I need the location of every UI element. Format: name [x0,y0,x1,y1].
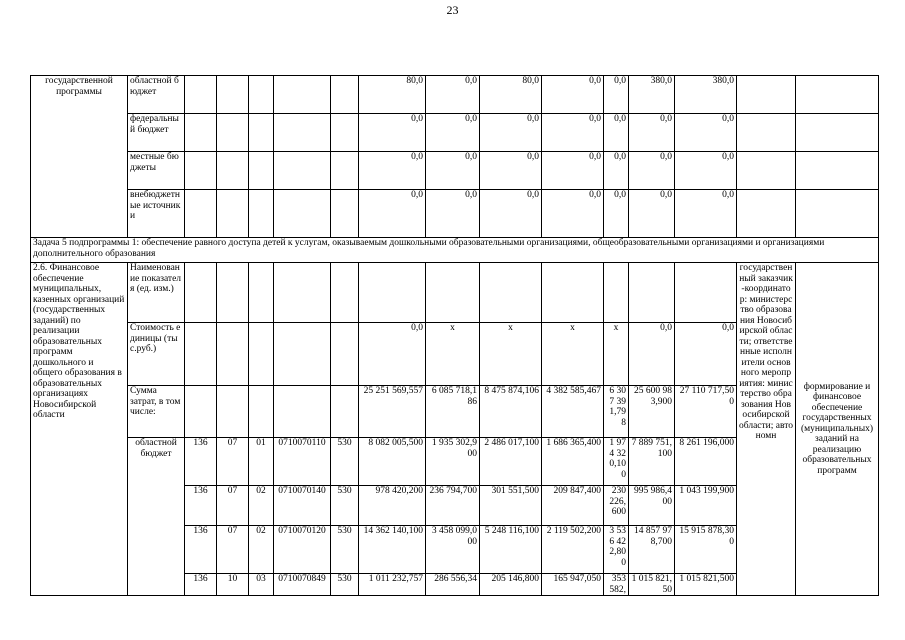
pr-cell: 01 [249,438,274,486]
empty-cell [331,323,359,386]
budget-value-cell: 1 974 320,100 [604,438,629,486]
budget-value-cell: 8 082 005,500 [359,438,426,486]
value-cell: 0,0 [542,114,604,152]
empty-cell [331,386,359,438]
unit-cost-value-cell: x [604,323,629,386]
empty-cell [274,152,331,190]
csr-cell: 0710070849 [274,574,331,596]
budget-value-cell: 1 935 302,900 [426,438,480,486]
budget-value-cell: 3 458 099,000 [426,526,480,574]
empty-cell [249,323,274,386]
funding-source-cell: внебюджетные источники [128,190,185,238]
budget-value-cell: 1 686 365,400 [542,438,604,486]
value-cell: 0,0 [675,114,737,152]
rz-cell: 07 [217,438,249,486]
empty-cell [217,386,249,438]
empty-cell [249,114,274,152]
page-number: 23 [446,3,459,17]
unit-cost-label-cell: Стоимость единицы (тыс.руб.) [128,323,185,386]
value-cell: 0,0 [675,190,737,238]
empty-cell [274,263,331,323]
unit-cost-value-cell: 0,0 [675,323,737,386]
csr-cell: 0710070140 [274,486,331,526]
value-cell: 0,0 [675,152,737,190]
value-cell: 0,0 [604,190,629,238]
table-row [31,152,879,190]
empty-cell [331,152,359,190]
total-value-cell: 4 382 585,467 [542,386,604,438]
budget-value-cell: 995 986,400 [629,486,675,526]
empty-cell [737,114,796,152]
empty-cell [185,263,217,323]
empty-cell [629,263,675,323]
total-value-cell: 25 251 569,557 [359,386,426,438]
budget-label-cell: областной бюджет [128,438,185,596]
table-row [31,238,879,263]
empty-cell [217,190,249,238]
value-cell: 0,0 [426,190,480,238]
empty-cell [185,323,217,386]
task-heading: Задача 5 подпрограммы 1: обеспечение равного доступа детей к услугам, оказываемым дошкольными образовательными организациями, общеобразовательными организациями и организациями дополнительного образования [31,238,879,263]
funding-source-cell: федеральный бюджет [128,114,185,152]
total-value-cell: 6 307 391,798 [604,386,629,438]
funding-source-cell: местные бюджеты [128,152,185,190]
unit-cost-value-cell: 0,0 [359,323,426,386]
total-label-cell: Сумма затрат, в том числе: [128,386,185,438]
total-value-cell: 27 110 717,500 [675,386,737,438]
budget-value-cell: 15 915 878,300 [675,526,737,574]
budget-value-cell: 353 582, [604,574,629,596]
value-cell: 0,0 [359,190,426,238]
vr-cell: 530 [331,438,359,486]
funding-source-cell: областной бюджет [128,76,185,114]
value-cell: 0,0 [480,190,542,238]
empty-cell [274,323,331,386]
value-cell: 0,0 [629,190,675,238]
empty-cell [737,152,796,190]
empty-cell [249,190,274,238]
budget-value-cell: 1 043 199,900 [675,486,737,526]
empty-cell [185,152,217,190]
value-cell: 0,0 [480,152,542,190]
budget-value-cell: 286 556,34 [426,574,480,596]
value-cell: 0,0 [542,152,604,190]
budget-value-cell: 14 857 978,700 [629,526,675,574]
budget-value-cell: 236 794,700 [426,486,480,526]
empty-cell [249,76,274,114]
value-cell: 0,0 [426,76,480,114]
budget-value-cell: 3 536 422,800 [604,526,629,574]
csr-cell: 0710070110 [274,438,331,486]
empty-cell [217,76,249,114]
result-cell: формирование и финансовое обеспечение государственных (муниципальных) заданий на реализацию образовательных программ [796,263,879,596]
grbs-cell: 136 [185,526,217,574]
table-row [31,114,879,152]
budget-value-cell: 978 420,200 [359,486,426,526]
rz-cell: 07 [217,486,249,526]
value-cell: 0,0 [604,76,629,114]
empty-cell [796,152,879,190]
empty-cell [249,263,274,323]
empty-cell [185,76,217,114]
value-cell: 0,0 [480,114,542,152]
empty-cell [604,263,629,323]
csr-cell: 0710070120 [274,526,331,574]
rz-cell: 10 [217,574,249,596]
empty-cell [737,76,796,114]
empty-cell [426,263,480,323]
program-table [30,75,879,596]
empty-cell [185,114,217,152]
empty-cell [274,114,331,152]
empty-cell [217,263,249,323]
budget-value-cell: 2 486 017,100 [480,438,542,486]
table-row [31,263,879,323]
budget-value-cell: 205 146,800 [480,574,542,596]
value-cell: 0,0 [604,114,629,152]
value-cell: 80,0 [480,76,542,114]
budget-value-cell: 2 119 502,200 [542,526,604,574]
value-cell: 0,0 [629,152,675,190]
empty-cell [796,76,879,114]
budget-value-cell: 1 015 821,500 [675,574,737,596]
program-label-cell: государственной программы [31,76,128,238]
value-cell: 0,0 [542,76,604,114]
empty-cell [359,263,426,323]
vr-cell: 530 [331,574,359,596]
empty-cell [331,263,359,323]
empty-cell [249,386,274,438]
value-cell: 0,0 [542,190,604,238]
budget-value-cell: 301 551,500 [480,486,542,526]
empty-cell [796,190,879,238]
unit-cost-value-cell: x [542,323,604,386]
empty-cell [217,152,249,190]
value-cell: 0,0 [629,114,675,152]
table-row [31,76,879,114]
vr-cell: 530 [331,526,359,574]
value-cell: 0,0 [604,152,629,190]
budget-value-cell: 8 261 196,000 [675,438,737,486]
empty-cell [796,114,879,152]
indicator-label-cell: Наименование показателя (ед. изм.) [128,263,185,323]
empty-cell [542,263,604,323]
rz-cell: 07 [217,526,249,574]
total-value-cell: 8 475 874,106 [480,386,542,438]
empty-cell [217,114,249,152]
pr-cell: 02 [249,526,274,574]
budget-value-cell: 209 847,400 [542,486,604,526]
vr-cell: 530 [331,486,359,526]
executor-cell: государственный заказчик-координатор: министерство образования Новосибирской области; ответственные исполнители основного мероприятия: министерство образования Новосибирской области; автономн [737,263,796,596]
budget-value-cell: 5 248 116,100 [480,526,542,574]
value-cell: 380,0 [675,76,737,114]
unit-cost-value-cell: x [480,323,542,386]
empty-cell [331,76,359,114]
value-cell: 80,0 [359,76,426,114]
budget-value-cell: 165 947,050 [542,574,604,596]
grbs-cell: 136 [185,486,217,526]
empty-cell [737,190,796,238]
pr-cell: 03 [249,574,274,596]
total-value-cell: 25 600 983,900 [629,386,675,438]
budget-value-cell: 1 011 232,757 [359,574,426,596]
empty-cell [185,190,217,238]
budget-value-cell: 14 362 140,100 [359,526,426,574]
empty-cell [274,386,331,438]
budget-value-cell: 7 889 751,100 [629,438,675,486]
empty-cell [217,323,249,386]
empty-cell [331,114,359,152]
value-cell: 0,0 [359,114,426,152]
pr-cell: 02 [249,486,274,526]
value-cell: 0,0 [359,152,426,190]
empty-cell [331,190,359,238]
empty-cell [249,152,274,190]
grbs-cell: 136 [185,438,217,486]
budget-value-cell: 230 226,600 [604,486,629,526]
total-value-cell: 6 085 718,186 [426,386,480,438]
empty-cell [480,263,542,323]
empty-cell [274,190,331,238]
budget-value-cell: 1 015 821,50 [629,574,675,596]
empty-cell [185,386,217,438]
table-row [31,190,879,238]
empty-cell [675,263,737,323]
empty-cell [274,76,331,114]
measure-name-cell: 2.6. Финансовое обеспечение муниципальных, казенных организаций (государственных заданий) по реализации образовательных программ дошкольного и общего образования в образовательных организациях Новосибирской области [31,263,128,596]
value-cell: 0,0 [426,152,480,190]
unit-cost-value-cell: x [426,323,480,386]
unit-cost-value-cell: 0,0 [629,323,675,386]
value-cell: 0,0 [426,114,480,152]
grbs-cell: 136 [185,574,217,596]
value-cell: 380,0 [629,76,675,114]
